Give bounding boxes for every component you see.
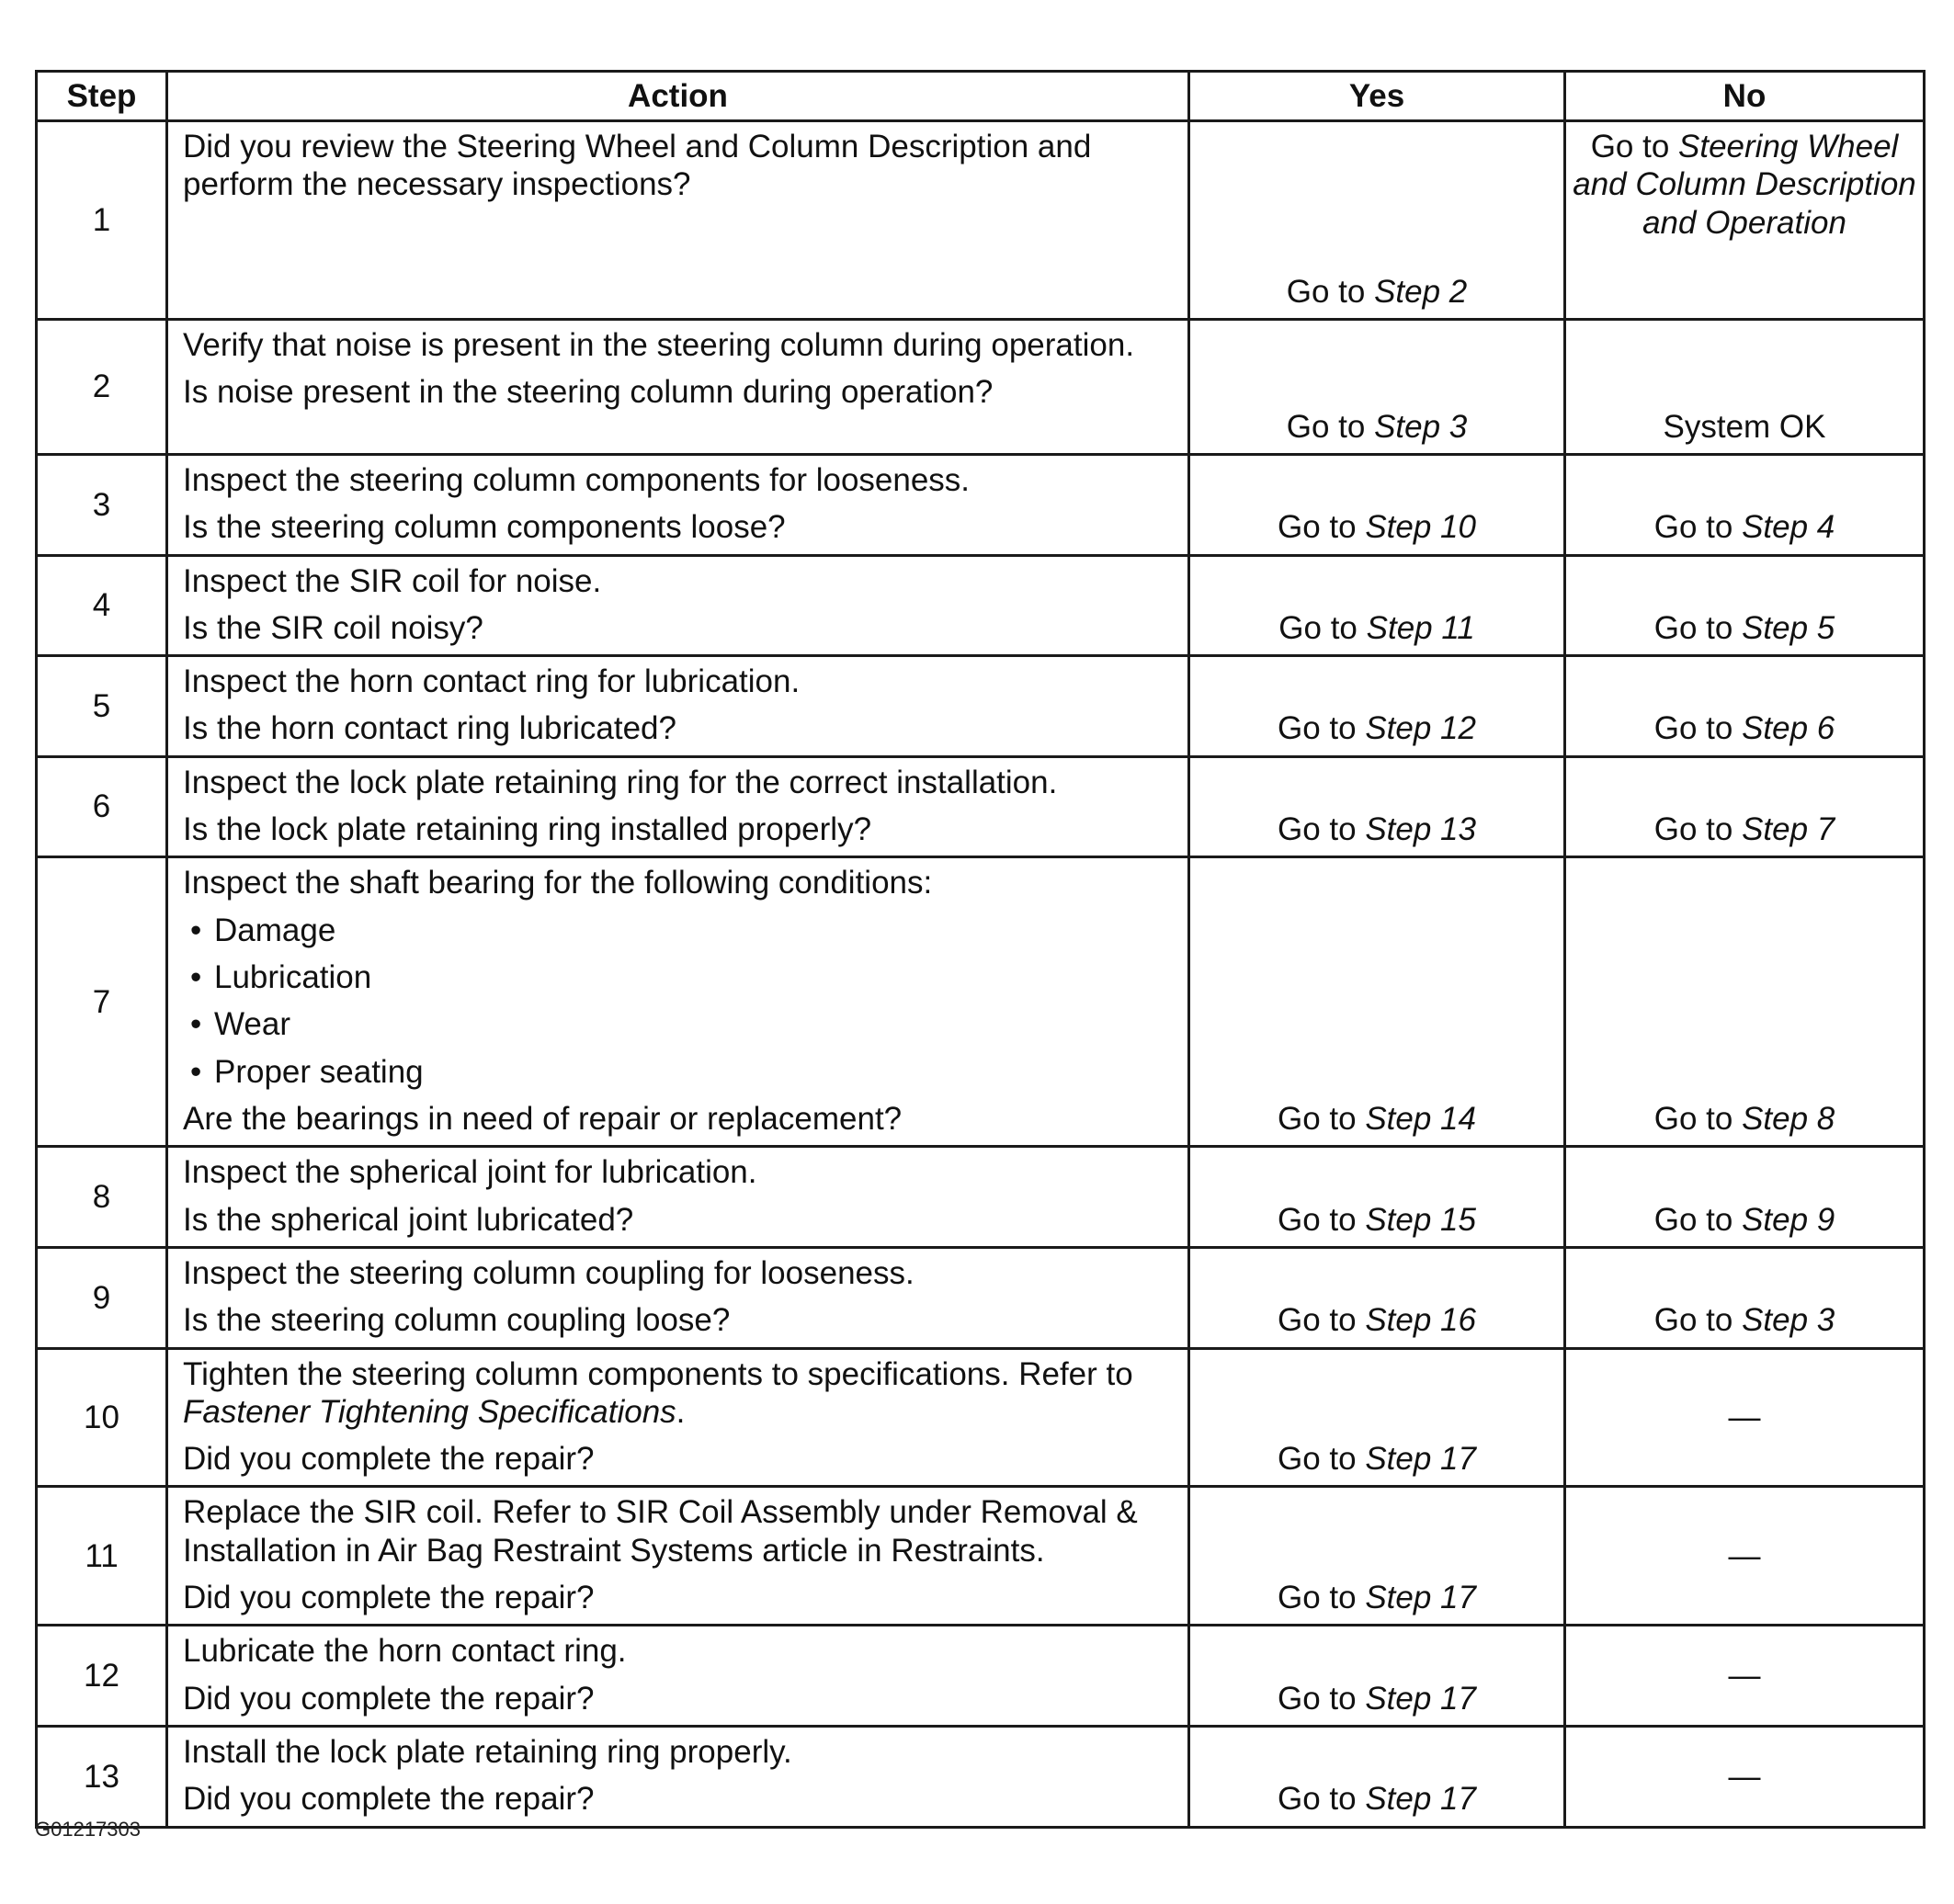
yes-step-link: Step 11	[1366, 609, 1475, 646]
action-text: Inspect the shaft bearing for the following conditions:	[183, 865, 933, 901]
header-row	[37, 72, 1925, 121]
no-prefix: Go to	[1653, 1302, 1743, 1339]
no-cell	[1565, 1348, 1925, 1487]
header-no: No	[1565, 72, 1925, 121]
no-cell	[1565, 455, 1925, 556]
no-cell	[1565, 1626, 1925, 1727]
action-cell	[167, 121, 1189, 320]
yes-prefix: Go to	[1278, 1101, 1366, 1138]
no-cell	[1565, 1247, 1925, 1348]
no-step-link: Step 9	[1742, 1201, 1835, 1238]
table-row	[37, 1487, 1925, 1626]
action-text: Did you review the Steering Wheel and Column Description and perform the necessary inspections?	[183, 129, 1092, 203]
no-prefix: Go to	[1653, 1101, 1743, 1138]
no-prefix: Go to	[1590, 129, 1679, 164]
yes-cell	[1189, 320, 1565, 455]
action-text: Inspect the horn contact ring for lubrication.	[183, 663, 801, 700]
step-number: 12	[37, 1626, 167, 1727]
action-cell	[167, 756, 1189, 857]
header-yes: Yes	[1189, 72, 1565, 121]
table-row	[37, 1626, 1925, 1727]
table-row	[37, 455, 1925, 556]
action-question: Is the SIR coil noisy?	[183, 609, 483, 646]
no-cell	[1565, 121, 1925, 320]
header-action: Action	[167, 72, 1189, 121]
yes-step-link: Step 17	[1365, 1580, 1476, 1616]
action-question: Is the steering column coupling loose?	[183, 1302, 731, 1339]
action-cell	[167, 1348, 1189, 1487]
no-cell	[1565, 1487, 1925, 1626]
yes-cell	[1189, 656, 1565, 757]
yes-cell	[1189, 1247, 1565, 1348]
yes-cell	[1189, 1726, 1565, 1827]
bullet-item: • Damage	[183, 912, 1175, 949]
no-cell	[1565, 656, 1925, 757]
action-text: Inspect the steering column components for looseness.	[183, 462, 971, 498]
table-row	[37, 1247, 1925, 1348]
yes-prefix: Go to	[1278, 811, 1366, 848]
yes-prefix: Go to	[1278, 609, 1367, 646]
action-text-lead: Tighten the steering column components to specifications. Refer to	[183, 1355, 1133, 1392]
action-cell	[167, 455, 1189, 556]
step-number: 11	[37, 1487, 167, 1626]
action-text: Inspect the SIR coil for noise.	[183, 562, 602, 599]
action-text: Inspect the steering column coupling for looseness.	[183, 1254, 915, 1291]
no-text: System OK	[1663, 408, 1826, 445]
action-question: Did you complete the repair?	[183, 1580, 595, 1616]
step-number: 10	[37, 1348, 167, 1487]
table-row	[37, 555, 1925, 656]
step-number: 8	[37, 1147, 167, 1248]
step-number: 5	[37, 656, 167, 757]
no-prefix: Go to	[1653, 811, 1743, 848]
action-reference: Fastener Tightening Specifications	[183, 1393, 676, 1430]
action-question: Did you complete the repair?	[183, 1781, 595, 1818]
yes-prefix: Go to	[1278, 1302, 1366, 1339]
yes-step-link: Step 13	[1365, 811, 1476, 848]
yes-cell	[1189, 857, 1565, 1147]
step-number: 9	[37, 1247, 167, 1348]
action-text: Inspect the spherical joint for lubrication.	[183, 1154, 757, 1191]
no-dash: —	[1728, 1758, 1761, 1795]
step-number: 3	[37, 455, 167, 556]
no-step-link: Step 6	[1742, 710, 1835, 747]
yes-step-link: Step 16	[1365, 1302, 1476, 1339]
yes-cell	[1189, 1626, 1565, 1727]
no-step-link: Step 4	[1742, 509, 1835, 546]
action-cell	[167, 1726, 1189, 1827]
action-text: Lubricate the horn contact ring.	[183, 1633, 627, 1670]
no-dash: —	[1728, 1399, 1761, 1435]
action-question: Is noise present in the steering column during operation?	[183, 374, 994, 411]
yes-prefix: Go to	[1278, 1441, 1366, 1478]
action-cell	[167, 320, 1189, 455]
yes-step-link: Step 17	[1365, 1781, 1476, 1818]
no-cell	[1565, 1726, 1925, 1827]
yes-step-link: Step 12	[1365, 710, 1476, 747]
yes-step-link: Step 17	[1365, 1441, 1476, 1478]
yes-prefix: Go to	[1278, 710, 1366, 747]
table-row	[37, 1147, 1925, 1248]
action-cell	[167, 857, 1189, 1147]
yes-prefix: Go to	[1286, 273, 1375, 310]
table-row	[37, 121, 1925, 320]
table-row	[37, 656, 1925, 757]
yes-step-link: Step 15	[1365, 1201, 1476, 1238]
action-text	[183, 1355, 1175, 1432]
action-text: Verify that noise is present in the steering column during operation.	[183, 327, 1135, 363]
action-cell	[167, 1247, 1189, 1348]
action-question: Is the steering column components loose?	[183, 509, 786, 546]
yes-step-link: Step 14	[1365, 1101, 1476, 1138]
no-step-link: Step 7	[1742, 811, 1835, 848]
action-cell	[167, 1147, 1189, 1248]
action-cell	[167, 656, 1189, 757]
no-dash: —	[1728, 1657, 1761, 1694]
no-prefix: Go to	[1653, 1201, 1743, 1238]
action-question: Is the horn contact ring lubricated?	[183, 710, 676, 747]
yes-cell	[1189, 1147, 1565, 1248]
action-question: Are the bearings in need of repair or replacement?	[183, 1100, 903, 1137]
no-step-link: Step 5	[1742, 609, 1835, 646]
no-cell	[1565, 857, 1925, 1147]
no-cell	[1565, 756, 1925, 857]
action-cell	[167, 555, 1189, 656]
action-text: Install the lock plate retaining ring properly.	[183, 1733, 792, 1770]
yes-prefix: Go to	[1278, 1201, 1366, 1238]
step-number: 4	[37, 555, 167, 656]
action-cell	[167, 1487, 1189, 1626]
figure-id: G01217303	[35, 1818, 141, 1841]
no-cell	[1565, 320, 1925, 455]
no-cell	[1565, 555, 1925, 656]
yes-step-link: Step 17	[1365, 1680, 1476, 1717]
step-number: 7	[37, 857, 167, 1147]
step-number: 2	[37, 320, 167, 455]
action-question: Did you complete the repair?	[183, 1680, 595, 1717]
table-row	[37, 1726, 1925, 1827]
yes-prefix: Go to	[1278, 1680, 1366, 1717]
header-step: Step	[37, 72, 167, 121]
table-row	[37, 1348, 1925, 1487]
step-number: 1	[37, 121, 167, 320]
no-prefix: Go to	[1653, 609, 1743, 646]
no-step-link: Step 8	[1742, 1101, 1835, 1138]
yes-prefix: Go to	[1278, 1580, 1366, 1616]
yes-step-link: Step 10	[1365, 509, 1476, 546]
action-question: Is the spherical joint lubricated?	[183, 1201, 634, 1238]
action-text: Replace the SIR coil. Refer to SIR Coil Assembly under Removal & Installation in Air Bag Restraint Systems article in Restraints.	[183, 1494, 1138, 1569]
table-row	[37, 756, 1925, 857]
table-row	[37, 857, 1925, 1147]
no-dash: —	[1728, 1537, 1761, 1574]
yes-cell	[1189, 1487, 1565, 1626]
action-question: Did you complete the repair?	[183, 1441, 595, 1478]
yes-prefix: Go to	[1278, 1781, 1366, 1818]
action-question: Is the lock plate retaining ring installed properly?	[183, 811, 872, 848]
table-row	[37, 320, 1925, 455]
no-prefix: Go to	[1653, 710, 1743, 747]
no-step-link: Step 3	[1742, 1302, 1835, 1339]
no-prefix: Go to	[1653, 509, 1743, 546]
no-cell	[1565, 1147, 1925, 1248]
action-text: Inspect the lock plate retaining ring for the correct installation.	[183, 764, 1058, 800]
step-number: 6	[37, 756, 167, 857]
yes-cell	[1189, 756, 1565, 857]
action-cell	[167, 1626, 1189, 1727]
yes-cell	[1189, 121, 1565, 320]
action-text-end: .	[676, 1393, 686, 1430]
step-number: 13	[37, 1726, 167, 1827]
yes-prefix: Go to	[1286, 408, 1375, 445]
yes-prefix: Go to	[1278, 509, 1366, 546]
bullet-item: • Proper seating	[183, 1053, 1175, 1091]
diagnostic-table	[35, 70, 1926, 1829]
yes-step-link: Step 2	[1374, 273, 1468, 310]
bullet-item: • Wear	[183, 1005, 1175, 1043]
bullet-item: • Lubrication	[183, 958, 1175, 996]
yes-cell	[1189, 555, 1565, 656]
yes-step-link: Step 3	[1374, 408, 1468, 445]
yes-cell	[1189, 1348, 1565, 1487]
yes-cell	[1189, 455, 1565, 556]
no-reference: Steering Wheel and Column Description and Operation	[1573, 129, 1916, 241]
